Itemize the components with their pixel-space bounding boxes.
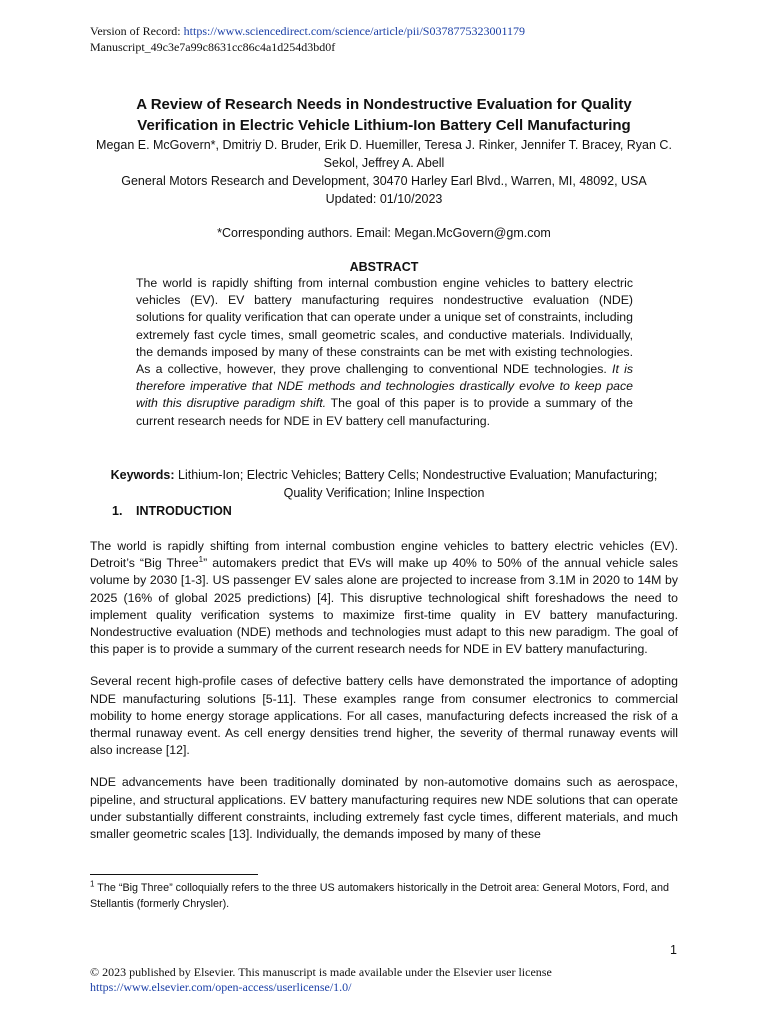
paragraph-2: Several recent high-profile cases of defective battery cells have demonstrated the importance of adopting NDE manufacturing solutions [5-11]. These examples range from consumer electronics to commercial mobility to home energy storage applications. For all cases, manufacturing defects increased the risk of a thermal runaway event. As cell energy densities trend higher, the severity of thermal runaway events will also increase [12].: [90, 674, 678, 758]
keywords-line-2: Quality Verification; Inline Inspection: [283, 486, 485, 500]
section-number: 1.: [112, 504, 123, 518]
section-title: INTRODUCTION: [136, 504, 232, 518]
section-heading: [112, 502, 232, 520]
version-label: Version of Record:: [90, 24, 184, 38]
title-block: [60, 94, 708, 242]
paragraph-3: NDE advancements have been traditionally dominated by non-automotive domains such as aerospace, pipeline, and structural applications. EV battery manufacturing requires new NDE solutions that can operate under substantially different constraints, including extremely fast cycle times, different materials, and much smaller geometric scales [13]. Individually, the demands imposed by many of these: [90, 775, 678, 842]
footnote: [90, 880, 678, 912]
license-link[interactable]: https://www.elsevier.com/open-access/userlicense/1.0/: [90, 980, 352, 994]
abstract-heading: ABSTRACT: [349, 260, 419, 274]
manuscript-id: Manuscript_49c3e7a99c8631cc86c4a1d254d3bd0f: [90, 40, 336, 54]
paragraph-1: [90, 538, 678, 658]
footnote-text: The “Big Three” colloquially refers to the three US automakers historically in the Detroit area: General Motors, Ford, and Stellantis (formerly Chrysler).: [90, 882, 669, 910]
version-link[interactable]: https://www.sciencedirect.com/science/article/pii/S0378775323001179: [183, 24, 526, 38]
keywords-label: Keywords:: [110, 468, 175, 482]
authors-line-2: Sekol, Jeffrey A. Abell: [323, 156, 445, 170]
updated-date: Updated: 01/10/2023: [325, 192, 443, 206]
authors-line-1: Megan E. McGovern*, Dmitriy D. Bruder, Erik D. Huemiller, Teresa J. Rinker, Jennifer T. Bracey, Ryan C.: [96, 138, 672, 152]
paragraph-1-a: The world is rapidly shifting from internal combustion engine vehicles to battery electric vehicles (EV). Detroit’s “Big Three: [90, 539, 678, 571]
abstract-text-italic: It is therefore imperative that NDE methods and technologies drastically evolve to keep pace with this disruptive paradigm shift.: [136, 362, 633, 411]
footnote-divider: [90, 874, 258, 875]
footnote-ref[interactable]: 1: [198, 555, 204, 565]
affiliation: General Motors Research and Development, 30470 Harley Earl Blvd., Warren, MI, 48092, USA: [121, 174, 647, 188]
paper-title-line-2: Verification in Electric Vehicle Lithium-Ion Battery Cell Manufacturing: [137, 117, 631, 134]
paper-title-line-1: A Review of Research Needs in Nondestructive Evaluation for Quality: [136, 96, 632, 113]
license-footer: [90, 965, 552, 995]
keywords: [60, 466, 708, 502]
keywords-line-1: Lithium-Ion; Electric Vehicles; Battery Cells; Nondestructive Evaluation; Manufacturing;: [174, 468, 658, 482]
footnote-marker: 1: [90, 879, 95, 889]
body-text: [90, 538, 678, 858]
abstract-body: [136, 275, 633, 430]
document-header: [90, 23, 525, 55]
abstract-text-a: The world is rapidly shifting from internal combustion engine vehicles to battery electric vehicles (EV). EV battery manufacturing requires nondestructive evaluation (NDE) solutions for quality verification that can operate under a unique set of constraints, including extremely fast cycle times, small geometric scales, and conductive materials. Individually, the demands imposed by many of these constraints can be met with existing technologies. As a collective, however, they prove challenging to conventional NDE technologies.: [136, 276, 633, 377]
corresponding-author: *Corresponding authors. Email: Megan.McGovern@gm.com: [217, 226, 551, 240]
paragraph-1-b: ” automakers predict that EVs will make up 40% to 50% of the annual vehicle sales volume by 2030 [1-3]. US passenger EV sales alone are projected to increase from 3.1M in 2020 to 14M by 2025 (16% of global 2025 predictions) [4]. This disruptive technological shift foreshadows the need to implement quality verification systems to maximize first-time quality in EV battery manufacturing. Nondestructive evaluation (NDE) methods and technologies must adapt to this new paradigm. The goal of this paper is to provide a summary of the current research needs for NDE in EV battery manufacturing.: [90, 556, 679, 657]
license-text: © 2023 published by Elsevier. This manuscript is made available under the Elsevier user license: [90, 965, 552, 979]
page-number: 1: [670, 943, 677, 957]
abstract-text-b: The goal of this paper is to provide a summary of the current research needs for NDE in EV battery cell manufacturing.: [136, 396, 633, 428]
version-of-record: [90, 23, 525, 39]
